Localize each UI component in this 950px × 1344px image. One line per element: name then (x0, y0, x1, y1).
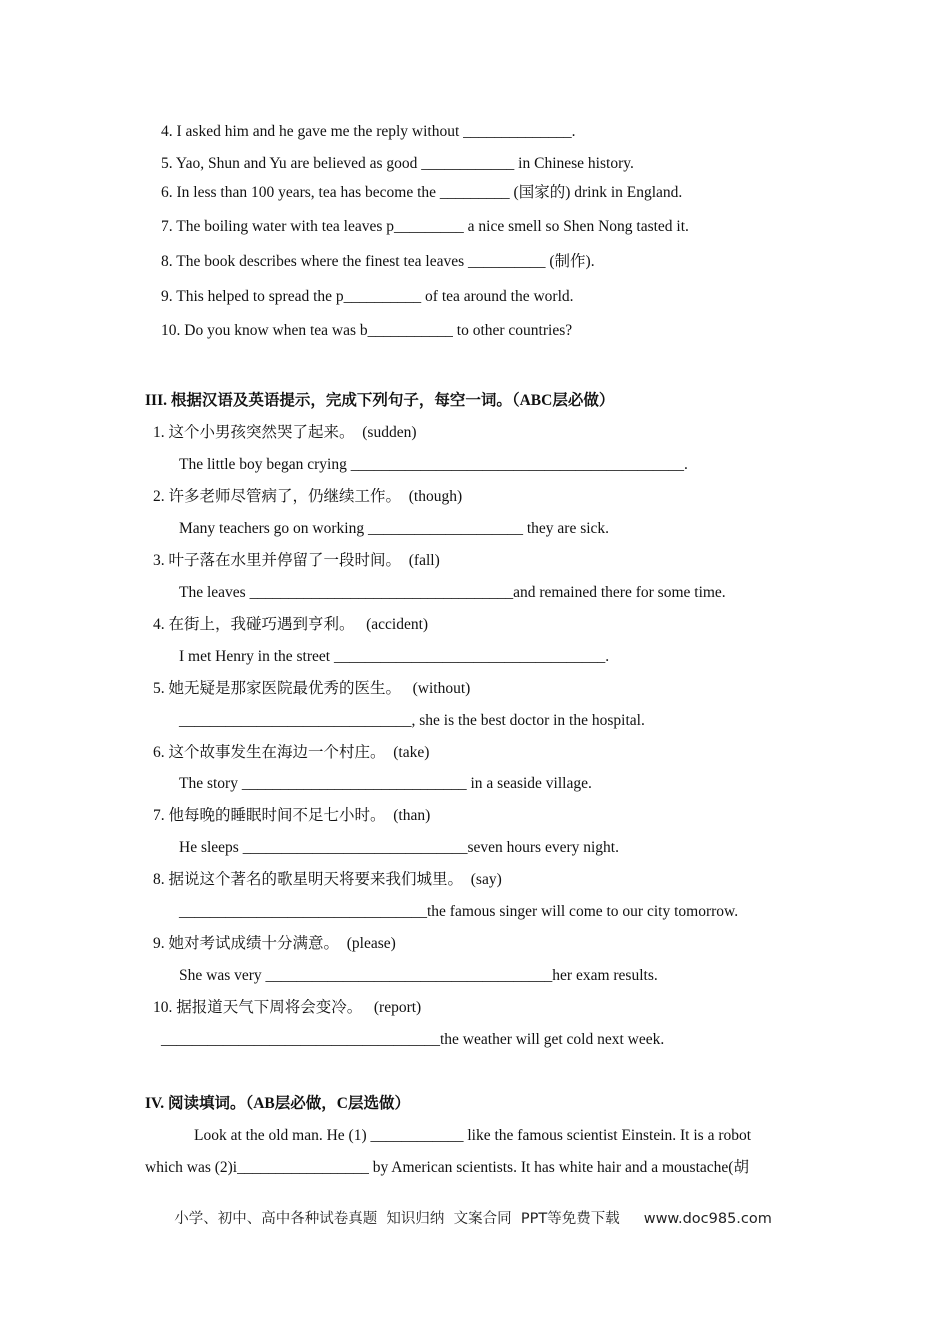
exercise-item-7: 7. The boiling water with tea leaves p_________ a nice smell so Shen Nong tasted it. (161, 218, 689, 235)
prompt-8-chinese: 8. 据说这个著名的歌星明天将要来我们城里。 (say) (153, 871, 502, 888)
answer-line-2: Many teachers go on working ____________________ they are sick. (179, 520, 610, 537)
exercise-item-4: 4. I asked him and he gave me the reply without ______________. (161, 123, 576, 140)
answer-line-1: The little boy began crying ___________________________________________. (179, 456, 688, 473)
answer-line-10: ____________________________________the weather will get cold next week. (161, 1031, 665, 1048)
reading-passage-line-2: which was (2)i_________________ by American scientists. It has white hair and a moustache(胡 (145, 1159, 749, 1176)
footer-url[interactable]: www.doc985.com (643, 1211, 772, 1227)
exercise-item-6: 6. In less than 100 years, tea has become the _________ (国家的) drink in England. (161, 184, 683, 201)
section-4-heading: IV. 阅读填词。（AB层必做，C层选做） (145, 1095, 410, 1112)
prompt-9-chinese: 9. 她对考试成绩十分满意。 (please) (153, 935, 396, 952)
exercise-item-8: 8. The book describes where the finest tea leaves __________ (制作). (161, 253, 595, 270)
footer-text: 小学、初中、高中各种试卷真题 知识归纳 文案合同 PPT等免费下载 (174, 1211, 620, 1227)
exercise-item-10: 10. Do you know when tea was b___________ to other countries? (161, 322, 573, 339)
prompt-7-chinese: 7. 他每晚的睡眠时间不足七小时。 (than) (153, 807, 431, 824)
prompt-5-chinese: 5. 她无疑是那家医院最优秀的医生。 (without) (153, 680, 471, 697)
exercise-item-5: 5. Yao, Shun and Yu are believed as good ____________ in Chinese history. (161, 155, 634, 172)
prompt-10-chinese: 10. 据报道天气下周将会变冷。 (report) (153, 999, 422, 1016)
answer-line-4: I met Henry in the street ___________________________________. (179, 648, 610, 665)
prompt-2-chinese: 2. 许多老师尽管病了，仍继续工作。 (though) (153, 488, 463, 505)
prompt-4-chinese: 4. 在街上，我碰巧遇到亨利。 (accident) (153, 616, 429, 633)
exercise-item-9: 9. This helped to spread the p__________ of tea around the world. (161, 288, 574, 305)
answer-line-9: She was very _____________________________________her exam results. (179, 967, 658, 984)
reading-passage-line-1: Look at the old man. He (1) ____________ like the famous scientist Einstein. It is a robot (194, 1127, 752, 1144)
prompt-1-chinese: 1. 这个小男孩突然哭了起来。 (sudden) (153, 424, 417, 441)
prompt-6-chinese: 6. 这个故事发生在海边一个村庄。 (take) (153, 744, 430, 761)
answer-line-8: ________________________________the famous singer will come to our city tomorrow. (179, 903, 739, 920)
section-3-heading: III. 根据汉语及英语提示，完成下列句子，每空一词。（ABC层必做） (145, 392, 615, 409)
answer-line-6: The story _____________________________ in a seaside village. (179, 775, 592, 792)
prompt-3-chinese: 3. 叶子落在水里并停留了一段时间。 (fall) (153, 552, 440, 569)
answer-line-7: He sleeps _____________________________seven hours every night. (179, 839, 619, 856)
answer-line-5: ______________________________, she is the best doctor in the hospital. (179, 712, 645, 729)
answer-line-3: The leaves __________________________________and remained there for some time. (179, 584, 726, 601)
page-footer (165, 1191, 772, 1228)
